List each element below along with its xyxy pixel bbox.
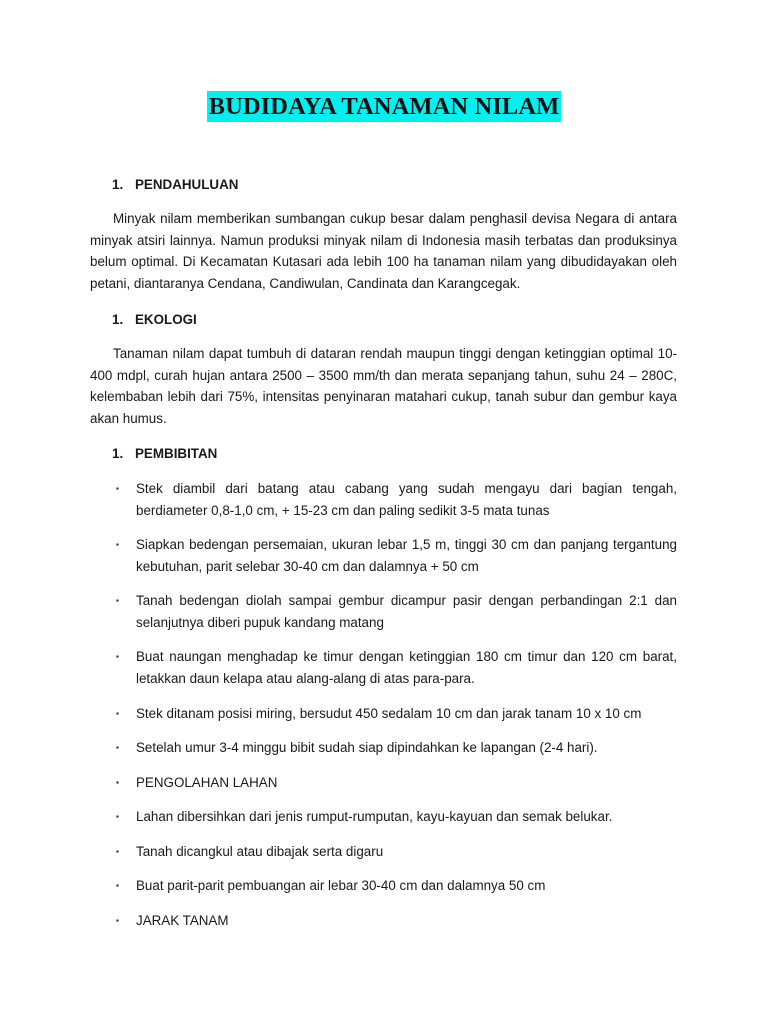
list-item: [116, 478, 677, 521]
bullet-square-icon: ▪: [116, 916, 119, 925]
list-item: [116, 910, 677, 932]
list-item: [116, 772, 677, 794]
bullet-square-icon: ▪: [116, 596, 119, 605]
list-item-text: PENGOLAHAN LAHAN: [136, 775, 278, 790]
list-item-text: Tanah bedengan diolah sampai gembur dicampur pasir dengan perbandingan 2:1 dan selanjutnya diberi pupuk kandang matang: [136, 593, 677, 630]
bullet-square-icon: ▪: [116, 743, 119, 752]
section-heading-text: EKOLOGI: [135, 312, 197, 327]
bullet-square-icon: ▪: [116, 652, 119, 661]
title-container: [0, 91, 768, 122]
bullet-square-icon: ▪: [116, 847, 119, 856]
list-item-text: Buat parit-parit pembuangan air lebar 30-40 cm dan dalamnya 50 cm: [136, 878, 546, 893]
section-heading-text: PEMBIBITAN: [135, 446, 218, 461]
list-item: [116, 590, 677, 633]
bullet-square-icon: ▪: [116, 540, 119, 549]
section-heading-pendahuluan: [112, 176, 238, 194]
list-item-text: Siapkan bedengan persemaian, ukuran lebar 1,5 m, tinggi 30 cm dan panjang tergantung kebutuhan, parit selebar 30-40 cm dan dalamnya + 50 cm: [136, 537, 677, 574]
section-number: 1.: [112, 446, 124, 461]
list-item-text: Stek diambil dari batang atau cabang yang sudah mengayu dari bagian tengah, berdiameter 0,8-1,0 cm, + 15-23 cm dan paling sedikit 3-5 mata tunas: [136, 481, 677, 518]
section-heading-pembibitan: [112, 445, 217, 463]
section-paragraph-ekologi: Tanaman nilam dapat tumbuh di dataran rendah maupun tinggi dengan ketinggian optimal 10-400 mdpl, curah hujan antara 2500 – 3500 mm/th dan merata sepanjang tahun, suhu 24 – 280C, kelembaban lebih dari 75%, intensitas penyinaran matahari cukup, tanah subur dan gembur kaya akan humus.: [90, 346, 677, 427]
document-title: BUDIDAYA TANAMAN NILAM: [208, 93, 560, 120]
list-item: [116, 646, 677, 689]
bullet-square-icon: ▪: [116, 778, 119, 787]
list-item-text: JARAK TANAM: [136, 913, 229, 928]
list-item: [116, 806, 677, 828]
list-item-text: Stek ditanam posisi miring, bersudut 450 sedalam 10 cm dan jarak tanam 10 x 10 cm: [136, 706, 642, 721]
bullet-square-icon: ▪: [116, 709, 119, 718]
section-number: 1.: [112, 312, 124, 327]
section-number: 1.: [112, 177, 124, 192]
list-item-text: Lahan dibersihkan dari jenis rumput-rumputan, kayu-kayuan dan semak belukar.: [136, 809, 613, 824]
list-item-text: Tanah dicangkul atau dibajak serta digaru: [136, 844, 384, 859]
bullet-square-icon: ▪: [116, 812, 119, 821]
bullet-square-icon: ▪: [116, 881, 119, 890]
list-item-text: Buat naungan menghadap ke timur dengan ketinggian 180 cm timur dan 120 cm barat, letakkan daun kelapa atau alang-alang di atas para-para.: [136, 649, 677, 686]
list-item: [116, 703, 677, 725]
section-paragraph-pendahuluan: Minyak nilam memberikan sumbangan cukup besar dalam penghasil devisa Negara di antara minyak atsiri lainnya. Namun produksi minyak nilam di Indonesia masih terbatas dan produksinya belum optimal. Di Kecamatan Kutasari ada lebih 100 ha tanaman nilam yang dibudidayakan oleh petani, diantaranya Cendana, Candiwulan, Candinata dan Karangcegak.: [90, 211, 677, 292]
list-item: [116, 737, 677, 759]
list-item-text: Setelah umur 3-4 minggu bibit sudah siap dipindahkan ke lapangan (2-4 hari).: [136, 740, 598, 755]
list-item: [116, 534, 677, 577]
bullet-square-icon: ▪: [116, 484, 119, 493]
list-item: [116, 875, 677, 897]
section-heading-text: PENDAHULUAN: [135, 177, 239, 192]
section-heading-ekologi: [112, 311, 197, 329]
list-item: [116, 841, 677, 863]
